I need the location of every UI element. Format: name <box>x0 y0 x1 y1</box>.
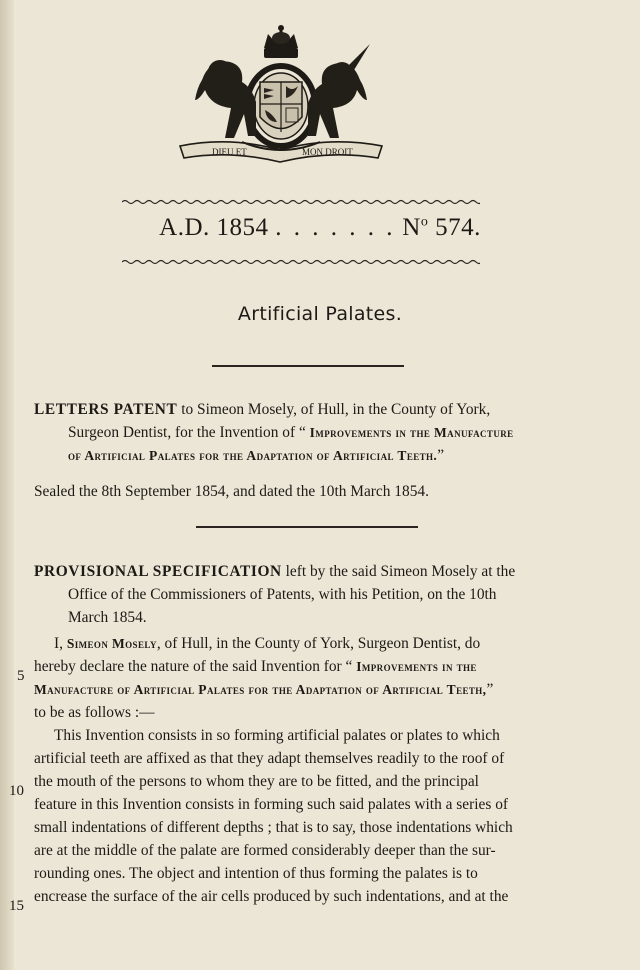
declaration-text-2a: hereby declare the nature of the said Invention for “ <box>34 658 357 675</box>
declaration-line-1 <box>34 632 594 655</box>
body-line: This Invention consists in so forming artificial palates or plates to which <box>54 727 500 744</box>
declaration-paragraph <box>34 632 594 724</box>
patent-title: Artificial Palates. <box>237 303 403 325</box>
letters-patent-line-1 <box>34 398 594 421</box>
number-label-suffix: o <box>420 214 429 230</box>
provisional-line-1 <box>34 560 594 583</box>
body-line: are at the middle of the palate are formed considerably deeper than the sur- <box>34 842 496 859</box>
body-line: small indentations of different depths ; that is to say, those indentations which <box>34 819 513 836</box>
margin-line-number-5: 5 <box>17 668 25 684</box>
body-line: the mouth of the persons to whom they are to be fitted, and the principal <box>34 773 479 790</box>
body-line: feature in this Invention consists in forming such said palates with a series of <box>34 796 509 813</box>
provisional-lead: PROVISIONAL SPECIFICATION <box>34 563 282 580</box>
invention-title-part-2: of Artificial Palates for the Adaptation of Artificial Teeth. <box>68 448 438 463</box>
sealed-line: Sealed the 8th September 1854, and dated the 10th March 1854. <box>34 483 429 500</box>
declaration-close-quote: ” <box>486 681 494 698</box>
inventor-name: Simeon Mosely <box>66 636 157 651</box>
margin-line-number-10: 10 <box>9 783 24 799</box>
bottom-wavy-rule <box>122 259 480 265</box>
provisional-line-3: March 1854. <box>68 609 147 626</box>
letters-patent-line-3 <box>34 444 594 467</box>
declaration-text-1c: , of Hull, in the County of York, Surgeon Dentist, do <box>156 635 481 652</box>
body-line: encrease the surface of the air cells produced by such indentations, and at the <box>34 888 509 905</box>
motto-right-text: MON DROIT <box>302 147 353 157</box>
declaration-line-3 <box>34 678 594 701</box>
declaration-line-4: to be as follows :— <box>34 704 155 721</box>
letters-patent-text-1: to Simeon Mosely, of Hull, in the County of York, <box>177 401 491 418</box>
body-line: rounding ones. The object and intention of thus forming the palates is to <box>34 865 478 882</box>
declaration-title-part-1: Improvements in the <box>356 659 477 674</box>
body-paragraph <box>34 724 594 908</box>
provisional-text-1: left by the said Simeon Mosely at the <box>281 563 516 580</box>
patent-number-label: $N^o$ <box>402 214 429 241</box>
body-line: artificial teeth are affixed as that they adapt themselves readily to the roof of <box>34 750 505 767</box>
letters-patent-text-2: Surgeon Dentist, for the Invention of “ <box>68 424 310 441</box>
page-binding-edge <box>0 0 14 970</box>
declaration-line-2 <box>34 655 594 678</box>
letters-patent-paragraph <box>34 398 594 467</box>
provisional-paragraph <box>34 560 594 629</box>
invention-title-part-1: Improvements in the Manufacture <box>309 425 514 440</box>
section-rule <box>196 526 418 528</box>
letters-patent-line-2 <box>34 421 594 444</box>
top-wavy-rule <box>122 199 480 205</box>
declaration-text-1a: I, <box>54 635 67 652</box>
provisional-line-2: Office of the Commissioners of Patents, with his Petition, on the 10th <box>68 586 497 603</box>
letters-patent-lead: LETTERS PATENT <box>34 401 178 418</box>
motto-left-text: DIEU ET <box>212 147 247 157</box>
patent-year: A.D. 1854 <box>159 214 269 241</box>
patent-heading <box>0 214 640 242</box>
margin-line-number-15: 15 <box>9 898 24 914</box>
invention-title-close-quote: ” <box>437 447 445 464</box>
patent-number: 574. <box>435 214 481 241</box>
title-rule <box>212 365 404 367</box>
royal-coat-of-arms-icon <box>172 22 390 168</box>
declaration-title-part-2: Manufacture of Artificial Palates for the Adaptation of Artificial Teeth, <box>34 682 487 697</box>
heading-dots: . . . . . . . <box>275 214 396 241</box>
